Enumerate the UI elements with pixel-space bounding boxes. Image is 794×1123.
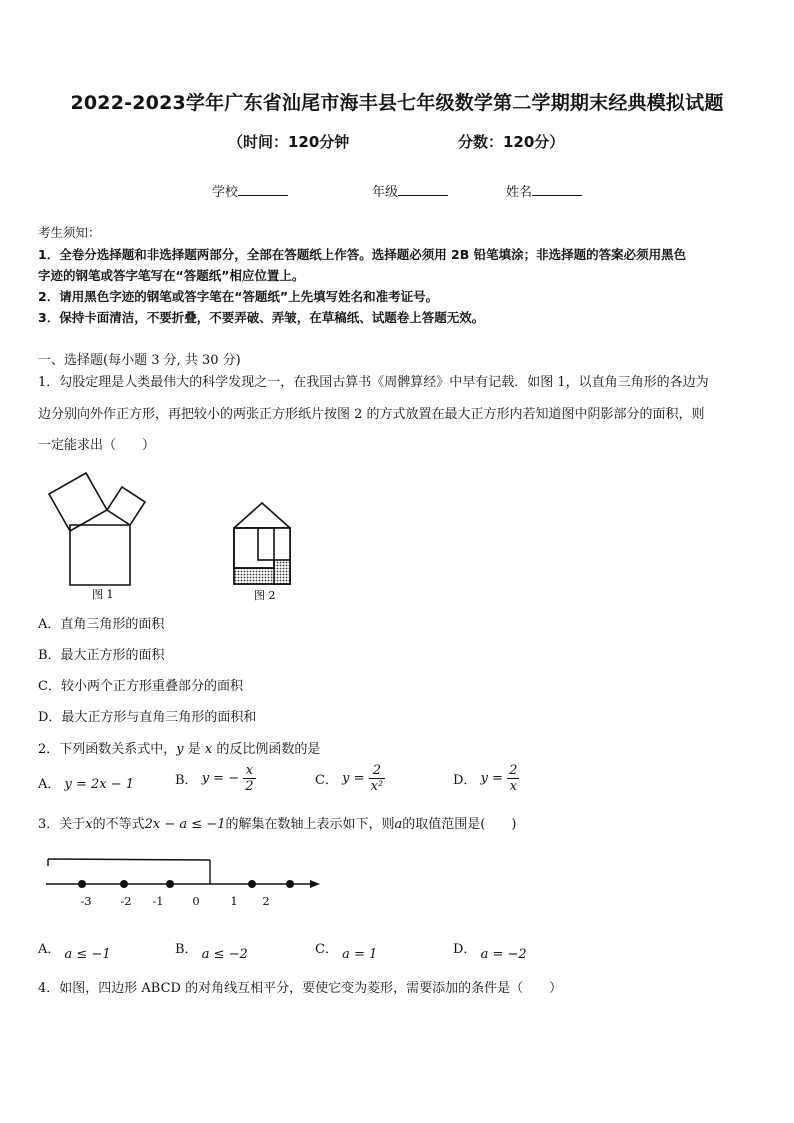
q1-line-3: 一定能求出（ ） bbox=[38, 438, 156, 453]
q3-option-d[interactable] bbox=[453, 938, 527, 962]
exam-time: （时间：120分钟 bbox=[228, 133, 350, 151]
q2-option-c-label: C． bbox=[315, 773, 338, 788]
figure-2 bbox=[228, 495, 298, 605]
q3-option-b-label: B． bbox=[175, 942, 198, 957]
figure-1 bbox=[38, 470, 188, 605]
q1-option-d[interactable]: D．最大正方形与直角三角形的面积和 bbox=[38, 710, 257, 725]
q4-stem: 4．如图，四边形 ABCD 的对角线互相平分，要使它变为菱形，需要添加的条件是（ ） bbox=[38, 981, 563, 996]
fig1-right-square bbox=[107, 487, 145, 525]
q3-stem-x: x bbox=[85, 817, 93, 832]
notice-item-1-cont: 字迹的钢笔或答字笔写在“答题纸”相应位置上。 bbox=[38, 268, 305, 283]
q3-option-c-label: C． bbox=[315, 942, 338, 957]
axis-dot bbox=[286, 880, 294, 888]
q2-option-b-lhs: y = − bbox=[201, 771, 240, 786]
q1-line-2: 边分别向外作正方形，再把较小的两张正方形纸片按图 2 的方式放置在最大正方形内若知道图中阴影部分的面积，则 bbox=[38, 407, 705, 422]
q2-stem bbox=[38, 738, 320, 757]
school-blank[interactable] bbox=[238, 183, 288, 196]
q2-stem-y: y bbox=[176, 742, 184, 757]
notice-item-1: 1．全卷分选择题和非选择题两部分，全部在答题纸上作答。选择题必须用 2B 铅笔填涂；非选择题的答案必须用黑色 bbox=[38, 247, 687, 262]
q3-stem-mid: 的不等式 bbox=[92, 817, 145, 832]
axis-dot bbox=[166, 880, 174, 888]
fig1-left-square bbox=[49, 473, 107, 531]
q3-stem-prefix: 3．关于 bbox=[38, 817, 86, 832]
grade-blank[interactable] bbox=[398, 183, 448, 196]
q2-stem-x: x bbox=[204, 742, 213, 757]
notice-heading: 考生须知： bbox=[38, 225, 101, 240]
q2-option-c-den: x² bbox=[370, 779, 384, 794]
q2-stem-suffix: 的反比例函数的是 bbox=[212, 742, 321, 757]
q2-option-c[interactable] bbox=[315, 763, 385, 794]
fig2-label: 图 2 bbox=[254, 589, 276, 602]
q3-option-c[interactable] bbox=[315, 938, 378, 962]
solution-bracket-top bbox=[48, 859, 210, 860]
q2-option-b[interactable] bbox=[175, 763, 256, 794]
axis-tick-label: 0 bbox=[192, 894, 200, 908]
page-title: 2022-2023学年广东省汕尾市海丰县七年级数学第二学期期末经典模拟试题 bbox=[70, 92, 724, 114]
q3-option-b[interactable] bbox=[175, 938, 248, 962]
q2-option-c-num: 2 bbox=[369, 763, 386, 779]
q2-option-b-den: 2 bbox=[245, 779, 254, 794]
notice-item-3: 3．保持卡面清洁，不要折叠，不要弄破、弄皱，在草稿纸、试题卷上答题无效。 bbox=[38, 310, 485, 325]
fig2-roof-triangle bbox=[234, 503, 290, 528]
q1-option-a[interactable]: A．直角三角形的面积 bbox=[38, 617, 165, 632]
axis-dot bbox=[78, 880, 86, 888]
q1-option-c[interactable]: C．较小两个正方形重叠部分的面积 bbox=[38, 679, 243, 694]
fig1-label: 图 1 bbox=[92, 588, 114, 601]
fig1-large-square bbox=[70, 525, 130, 585]
school-label: 学校 bbox=[212, 185, 239, 200]
axis-dot bbox=[120, 880, 128, 888]
q3-stem-a: a bbox=[394, 817, 403, 832]
q3-stem-mid2: 的解集在数轴上表示如下，则 bbox=[225, 817, 395, 832]
axis-tick-label: -1 bbox=[152, 894, 164, 908]
q2-option-d-lhs: y = bbox=[480, 771, 503, 786]
q3-option-a-label: A． bbox=[38, 942, 61, 957]
axis-tick-label: 1 bbox=[230, 894, 238, 908]
notice-item-2: 2．请用黑色字迹的钢笔或答字笔在“答题纸”上先填写姓名和准考证号。 bbox=[38, 289, 439, 304]
grade-field bbox=[372, 181, 448, 200]
q2-option-d-den: x bbox=[509, 779, 517, 794]
exam-score: 分数：120分） bbox=[458, 133, 565, 151]
q3-option-d-expr: a = −2 bbox=[480, 947, 527, 962]
q2-option-b-label: B． bbox=[175, 773, 198, 788]
q3-option-c-expr: a = 1 bbox=[342, 947, 378, 962]
axis-tick-label: -2 bbox=[120, 894, 132, 908]
name-field bbox=[506, 181, 582, 200]
q2-stem-mid: 是 bbox=[183, 742, 205, 757]
axis-tick-label: 2 bbox=[262, 894, 270, 908]
q2-option-a-expr: y = 2x − 1 bbox=[64, 777, 135, 792]
q2-option-a-label: A． bbox=[38, 777, 61, 792]
q2-option-d-num: 2 bbox=[509, 763, 518, 778]
axis-tick-label: -3 bbox=[80, 894, 92, 908]
name-label: 姓名 bbox=[506, 185, 533, 200]
q3-option-a[interactable] bbox=[38, 938, 111, 962]
grade-label: 年级 bbox=[372, 185, 399, 200]
axis-arrow-icon bbox=[310, 880, 320, 888]
q3-option-a-expr: a ≤ −1 bbox=[64, 947, 111, 962]
q1-option-b[interactable]: B．最大正方形的面积 bbox=[38, 648, 165, 663]
q1-line-1: 1．勾股定理是人类最伟大的科学发现之一，在我国古算书《周髀算经》中早有记载．如图 1，以直角三角形的各边为 bbox=[38, 375, 709, 390]
school-field bbox=[212, 181, 288, 200]
q2-stem-prefix: 2．下列函数关系式中， bbox=[38, 742, 177, 757]
q3-option-d-label: D． bbox=[453, 942, 477, 957]
q2-option-a[interactable] bbox=[38, 773, 134, 792]
q2-option-d-label: D． bbox=[453, 773, 477, 788]
q3-stem-suffix: 的取值范围是( ) bbox=[402, 817, 517, 832]
q3-stem bbox=[38, 813, 516, 832]
q2-option-d[interactable] bbox=[453, 763, 519, 794]
q3-option-b-expr: a ≤ −2 bbox=[201, 947, 248, 962]
name-blank[interactable] bbox=[532, 183, 582, 196]
q2-option-c-lhs: y = bbox=[342, 771, 365, 786]
q3-stem-ineq: 2x − a ≤ −1 bbox=[144, 817, 226, 832]
q2-option-b-num: x bbox=[243, 763, 255, 779]
number-line bbox=[38, 852, 328, 910]
axis-dot bbox=[248, 880, 256, 888]
section-heading: 一、选择题(每小题 3 分, 共 30 分) bbox=[38, 353, 241, 368]
